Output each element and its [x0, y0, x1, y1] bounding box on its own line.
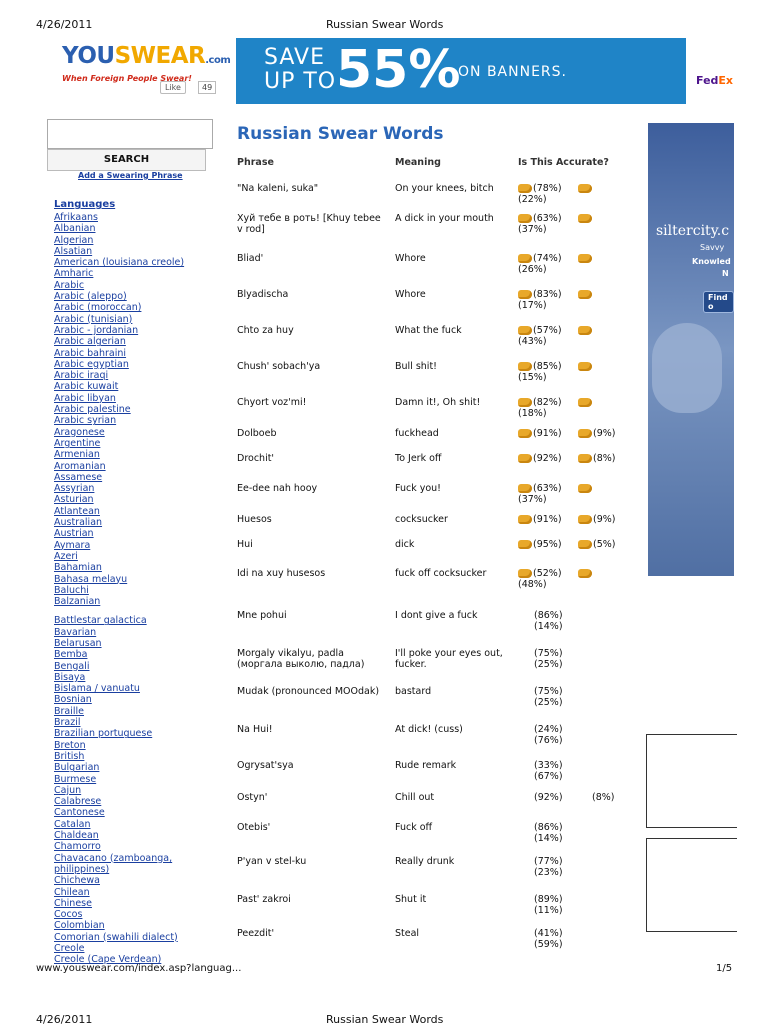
- thumbs-down-icon[interactable]: [578, 429, 592, 438]
- yes-percent: (92%): [534, 792, 563, 803]
- yes-percent: (75%): [534, 648, 563, 659]
- thumbs-up-icon[interactable]: [518, 214, 532, 223]
- language-link[interactable]: Arabic egyptian: [54, 358, 129, 370]
- language-link[interactable]: Chavacano (zamboanga,: [54, 852, 173, 864]
- thumbs-down-icon[interactable]: [578, 484, 592, 493]
- vote-no: [578, 539, 615, 550]
- language-link[interactable]: Arabic (tunisian): [54, 313, 133, 325]
- language-link[interactable]: American (louisiana creole): [54, 257, 185, 269]
- language-link[interactable]: Azeri: [54, 550, 78, 562]
- phrase-text: Dolboeb: [237, 428, 277, 439]
- thumbs-down-icon[interactable]: [578, 214, 592, 223]
- print-date-2: 4/26/2011: [36, 1013, 93, 1026]
- side-ad-line3: N: [722, 269, 729, 278]
- footer-page: 1/5: [716, 963, 733, 974]
- col-phrase-header: Phrase: [237, 157, 274, 168]
- language-link[interactable]: Balzanian: [54, 596, 101, 608]
- side-ad-line1: Savvy: [700, 243, 725, 252]
- thumbs-down-icon[interactable]: [578, 454, 592, 463]
- phrase-text: Ee-dee nah hooy: [237, 483, 318, 494]
- thumbs-down-icon[interactable]: [578, 515, 592, 524]
- phrase-text: Chyort voz'mi!: [237, 397, 307, 408]
- thumbs-up-icon[interactable]: [518, 515, 532, 524]
- meaning-text: cocksucker: [395, 514, 448, 525]
- meaning-text: To Jerk off: [395, 453, 442, 464]
- print-title-2: Russian Swear Words: [326, 1013, 444, 1026]
- phrase-text: Huesos: [237, 514, 272, 525]
- banner-save: SAVE: [264, 45, 325, 70]
- site-logo[interactable]: [62, 43, 231, 83]
- thumbs-down-icon[interactable]: [578, 569, 592, 578]
- phrase-text: Peezdit': [237, 928, 275, 939]
- meaning-text: What the fuck: [395, 325, 462, 336]
- accuracy-votes: [518, 397, 562, 419]
- no-percent: (67%): [534, 771, 563, 782]
- language-link[interactable]: Brazil: [54, 717, 81, 729]
- language-link[interactable]: Asturian: [54, 494, 94, 506]
- phrase-text: Na Hui!: [237, 724, 273, 735]
- accuracy-votes: [518, 325, 562, 347]
- language-link[interactable]: Burmese: [54, 773, 97, 785]
- language-link[interactable]: Assyrian: [54, 483, 95, 495]
- accuracy-votes: [518, 686, 563, 708]
- language-link[interactable]: Bislama / vanuatu: [54, 683, 140, 695]
- accuracy-votes: [518, 856, 563, 878]
- thumbs-up-icon[interactable]: [518, 362, 532, 371]
- language-link[interactable]: Arabic: [54, 279, 85, 291]
- language-link[interactable]: Breton: [54, 739, 86, 751]
- language-link[interactable]: Belarusan: [54, 637, 102, 649]
- phrase-text: Ostyn': [237, 792, 268, 803]
- language-link[interactable]: Arabic (aleppo): [54, 291, 127, 303]
- footer-url: www.youswear.com/index.asp?languag...: [36, 963, 242, 974]
- thumbs-down-icon[interactable]: [578, 362, 592, 371]
- vote-no: [578, 213, 593, 224]
- no-percent: (48%): [518, 579, 547, 590]
- yes-percent: (85%): [533, 361, 562, 372]
- accuracy-votes: [518, 361, 562, 383]
- meaning-text: dick: [395, 539, 415, 550]
- no-percent: (11%): [534, 905, 563, 916]
- thumbs-down-icon[interactable]: [578, 540, 592, 549]
- logo-you: YOU: [62, 43, 115, 69]
- meaning-text: fuck off cocksucker: [395, 568, 487, 579]
- vote-no: [592, 792, 614, 803]
- yes-percent: (92%): [533, 453, 562, 464]
- language-link[interactable]: Australian: [54, 517, 103, 529]
- language-link[interactable]: Colombian: [54, 920, 105, 932]
- accuracy-votes: [518, 514, 562, 525]
- print-title: Russian Swear Words: [326, 18, 444, 31]
- accuracy-votes: [518, 253, 562, 275]
- language-link[interactable]: Cocos: [54, 909, 83, 921]
- accuracy-votes: [518, 648, 563, 670]
- language-link[interactable]: Albanian: [54, 223, 96, 235]
- vote-no: [578, 514, 615, 525]
- phrase-text: Хуй тебе в роть! [Khuy tebee v rod]: [237, 213, 381, 235]
- col-accurate-header: Is This Accurate?: [518, 157, 609, 168]
- thumbs-up-icon[interactable]: [518, 398, 532, 407]
- vote-no: [578, 325, 593, 336]
- language-link[interactable]: Bavarian: [54, 626, 97, 638]
- no-percent: (59%): [534, 939, 563, 950]
- no-percent: (14%): [534, 833, 563, 844]
- phrase-text: Morgaly vikalyu, padla (моргала выколю, падла): [237, 648, 365, 670]
- no-percent: (43%): [518, 336, 547, 347]
- no-percent: (23%): [534, 867, 563, 878]
- language-link[interactable]: Chilean: [54, 886, 90, 898]
- print-date: 4/26/2011: [36, 18, 93, 31]
- language-link[interactable]: Armenian: [54, 449, 100, 461]
- thumbs-down-icon[interactable]: [578, 326, 592, 335]
- accuracy-votes: [518, 453, 562, 464]
- language-link[interactable]: Bahamian: [54, 562, 102, 574]
- language-link[interactable]: Bulgarian: [54, 762, 100, 774]
- meaning-text: I dont give a fuck: [395, 610, 478, 621]
- phrase-text: Otebis': [237, 822, 271, 833]
- col-meaning-header: Meaning: [395, 157, 441, 168]
- language-link[interactable]: Aromanian: [54, 460, 106, 472]
- yes-percent: (74%): [533, 253, 562, 264]
- no-percent: (8%): [593, 453, 616, 464]
- accuracy-votes: [518, 760, 563, 782]
- yes-percent: (91%): [533, 428, 562, 439]
- thumbs-down-icon[interactable]: [578, 398, 592, 407]
- logo-com: .com: [205, 55, 231, 66]
- fedex-logo: [686, 38, 734, 104]
- meaning-text: Steal: [395, 928, 420, 939]
- no-percent: (9%): [593, 514, 616, 525]
- side-ad-brand: siltercity.c: [656, 223, 730, 239]
- phrase-text: Past' zakroi: [237, 894, 291, 905]
- page-title: Russian Swear Words: [237, 124, 444, 144]
- meaning-text: bastard: [395, 686, 432, 697]
- thumbs-up-icon[interactable]: [518, 540, 532, 549]
- no-percent: (8%): [592, 792, 615, 803]
- yes-percent: (24%): [534, 724, 563, 735]
- ad-placeholder-2: [646, 838, 737, 932]
- phrase-text: Chush' sobach'ya: [237, 361, 321, 372]
- logo-tagline: When Foreign People Swear!: [62, 74, 192, 83]
- vote-no: [578, 397, 593, 408]
- accuracy-votes: [518, 539, 562, 550]
- language-link[interactable]: Bisaya: [54, 671, 86, 683]
- meaning-text: Really drunk: [395, 856, 455, 867]
- thumbs-up-icon[interactable]: [518, 326, 532, 335]
- yes-percent: (86%): [534, 610, 563, 621]
- language-link[interactable]: Arabic (moroccan): [54, 302, 142, 314]
- language-link[interactable]: Argentine: [54, 437, 101, 449]
- yes-percent: (89%): [534, 894, 563, 905]
- yes-percent: (41%): [534, 928, 563, 939]
- thumbs-up-icon[interactable]: [518, 484, 532, 493]
- accuracy-votes: [518, 822, 563, 844]
- phrase-text: Bliad': [237, 253, 264, 264]
- like-button[interactable]: Like: [160, 81, 186, 94]
- no-percent: (37%): [518, 224, 547, 235]
- no-percent: (25%): [534, 697, 563, 708]
- language-link[interactable]: Brazilian portuguese: [54, 728, 153, 740]
- language-link[interactable]: Chinese: [54, 897, 92, 909]
- no-percent: (14%): [534, 621, 563, 632]
- yes-percent: (78%): [533, 183, 562, 194]
- language-link[interactable]: Algerian: [54, 234, 94, 246]
- yes-percent: (52%): [533, 568, 562, 579]
- phrase-text: Hui: [237, 539, 253, 550]
- language-link[interactable]: Afrikaans: [54, 212, 98, 223]
- language-link[interactable]: Arabic syrian: [54, 415, 117, 427]
- yes-percent: (33%): [534, 760, 563, 771]
- accuracy-votes: [518, 610, 563, 632]
- no-percent: (5%): [593, 539, 616, 550]
- language-link[interactable]: Arabic palestine: [54, 404, 131, 416]
- language-link[interactable]: Aragonese: [54, 426, 105, 438]
- no-percent: (9%): [593, 428, 616, 439]
- language-link[interactable]: Chaldean: [54, 830, 99, 842]
- side-ad-button[interactable]: Find o: [703, 291, 734, 313]
- yes-percent: (57%): [533, 325, 562, 336]
- language-link[interactable]: Arabic bahraini: [54, 347, 127, 359]
- vote-no: [578, 253, 593, 264]
- language-link[interactable]: Baluchi: [54, 584, 89, 596]
- banner-save-text: [264, 46, 336, 94]
- yes-percent: (83%): [533, 289, 562, 300]
- language-link[interactable]: Bosnian: [54, 694, 92, 706]
- language-link[interactable]: Calabrese: [54, 796, 102, 808]
- yes-percent: (91%): [533, 514, 562, 525]
- language-link[interactable]: Chamorro: [54, 841, 101, 853]
- phrase-text: Drochit': [237, 453, 275, 464]
- phrase-text: Idi na xuy husesos: [237, 568, 326, 579]
- search-button[interactable]: SEARCH: [47, 149, 206, 171]
- language-link[interactable]: Atlantean: [54, 505, 100, 517]
- banner-ad[interactable]: [236, 38, 734, 104]
- meaning-text: Damn it!, Oh shit!: [395, 397, 481, 408]
- phrase-text: Mudak (pronounced MOOdak): [237, 686, 380, 697]
- phrase-text: Ogrysat'sya: [237, 760, 294, 771]
- no-percent: (18%): [518, 408, 547, 419]
- language-link[interactable]: Arabic kuwait: [54, 381, 119, 393]
- language-link[interactable]: Catalan: [54, 818, 91, 830]
- language-link[interactable]: Austrian: [54, 528, 94, 540]
- no-percent: (26%): [518, 264, 547, 275]
- languages-title: Languages: [54, 199, 116, 210]
- language-link[interactable]: Comorian (swahili dialect): [54, 931, 178, 943]
- thumbs-up-icon[interactable]: [518, 290, 532, 299]
- banner-upto: UP TO: [264, 69, 337, 94]
- accuracy-votes: [518, 568, 562, 590]
- meaning-text: Whore: [395, 289, 426, 300]
- yes-percent: (63%): [533, 213, 562, 224]
- yes-percent: (86%): [534, 822, 563, 833]
- thumbs-down-icon[interactable]: [578, 184, 592, 193]
- vote-no: [578, 289, 593, 300]
- meaning-text: Fuck off: [395, 822, 433, 833]
- language-link[interactable]: philippines): [54, 863, 110, 875]
- language-link[interactable]: Chichewa: [54, 875, 100, 887]
- logo-swear: SWEAR: [114, 43, 206, 69]
- vote-no: [578, 568, 593, 579]
- yes-percent: (82%): [533, 397, 562, 408]
- language-link[interactable]: British: [54, 750, 85, 762]
- accuracy-votes: [518, 724, 563, 746]
- side-ad[interactable]: [648, 123, 734, 576]
- meaning-text: Fuck you!: [395, 483, 441, 494]
- accuracy-votes: [518, 289, 562, 311]
- language-link[interactable]: Bahasa melayu: [54, 573, 128, 585]
- accuracy-votes: [518, 483, 562, 505]
- language-link[interactable]: Arabic libyan: [54, 392, 116, 404]
- no-percent: (37%): [518, 494, 547, 505]
- language-link[interactable]: Arabic iraqi: [54, 370, 109, 382]
- accuracy-votes: [518, 428, 562, 439]
- yes-percent: (63%): [533, 483, 562, 494]
- meaning-text: On your knees, bitch: [395, 183, 494, 194]
- phrase-text: "Na kaleni, suka": [237, 183, 319, 194]
- phrase-text: Mne pohui: [237, 610, 287, 621]
- side-ad-photo: [652, 323, 722, 413]
- vote-no: [578, 183, 593, 194]
- no-percent: (15%): [518, 372, 547, 383]
- fedex-ex: Ex: [718, 74, 734, 87]
- like-count: 49: [198, 81, 216, 94]
- language-link[interactable]: Battlestar galactica: [54, 615, 147, 627]
- meaning-text: Shut it: [395, 894, 427, 905]
- meaning-text: fuckhead: [395, 428, 439, 439]
- phrase-text: Blyadischa: [237, 289, 289, 300]
- thumbs-up-icon[interactable]: [518, 429, 532, 438]
- language-link[interactable]: Amharic: [54, 268, 94, 280]
- no-percent: (76%): [534, 735, 563, 746]
- language-link[interactable]: Bemba: [54, 649, 88, 661]
- thumbs-up-icon[interactable]: [518, 254, 532, 263]
- yes-percent: (75%): [534, 686, 563, 697]
- thumbs-down-icon[interactable]: [578, 290, 592, 299]
- vote-no: [578, 361, 593, 372]
- yes-percent: (77%): [534, 856, 563, 867]
- meaning-text: Whore: [395, 253, 426, 264]
- no-percent: (17%): [518, 300, 547, 311]
- language-link[interactable]: Alsatian: [54, 245, 93, 257]
- search-input[interactable]: [47, 119, 213, 149]
- language-link[interactable]: Cantonese: [54, 807, 105, 819]
- accuracy-votes: [518, 213, 562, 235]
- accuracy-votes: [518, 894, 563, 916]
- thumbs-up-icon[interactable]: [518, 184, 532, 193]
- no-percent: (25%): [534, 659, 563, 670]
- vote-no: [578, 428, 615, 439]
- phrase-text: P'yan v stel-ku: [237, 856, 307, 867]
- language-link[interactable]: Cajun: [54, 784, 82, 796]
- vote-no: [578, 453, 615, 464]
- language-link[interactable]: Aymara: [54, 539, 91, 551]
- language-link[interactable]: Bengali: [54, 660, 90, 672]
- meaning-text: Bull shit!: [395, 361, 437, 372]
- fedex-fed: Fed: [696, 74, 719, 87]
- banner-on-banners: ON BANNERS.: [458, 64, 567, 80]
- language-link[interactable]: Creole (Cape Verdean): [54, 954, 162, 966]
- no-percent: (22%): [518, 194, 547, 205]
- thumbs-up-icon[interactable]: [518, 569, 532, 578]
- language-link[interactable]: Arabic - jordanian: [54, 324, 139, 336]
- meaning-text: I'll poke your eyes out, fucker.: [395, 648, 503, 670]
- thumbs-up-icon[interactable]: [518, 454, 532, 463]
- side-ad-line2: Knowled: [692, 257, 731, 266]
- meaning-text: Chill out: [395, 792, 435, 803]
- ad-placeholder-1: [646, 734, 737, 828]
- banner-percent: 55%: [336, 40, 461, 100]
- languages-list: [54, 212, 226, 966]
- yes-percent: (95%): [533, 539, 562, 550]
- accuracy-votes: [518, 183, 562, 205]
- language-link[interactable]: Creole: [54, 943, 85, 954]
- phrase-text: Chto za huy: [237, 325, 294, 336]
- meaning-text: Rude remark: [395, 760, 457, 771]
- meaning-text: At dick! (cuss): [395, 724, 463, 735]
- add-phrase-link[interactable]: Add a Swearing Phrase: [78, 171, 183, 180]
- language-link[interactable]: Braille: [54, 705, 85, 717]
- language-link[interactable]: Arabic algerian: [54, 336, 126, 348]
- accuracy-votes: [518, 928, 563, 950]
- thumbs-down-icon[interactable]: [578, 254, 592, 263]
- vote-no: [578, 483, 593, 494]
- meaning-text: A dick in your mouth: [395, 213, 494, 224]
- accuracy-votes: [518, 792, 563, 803]
- language-link[interactable]: Assamese: [54, 471, 103, 483]
